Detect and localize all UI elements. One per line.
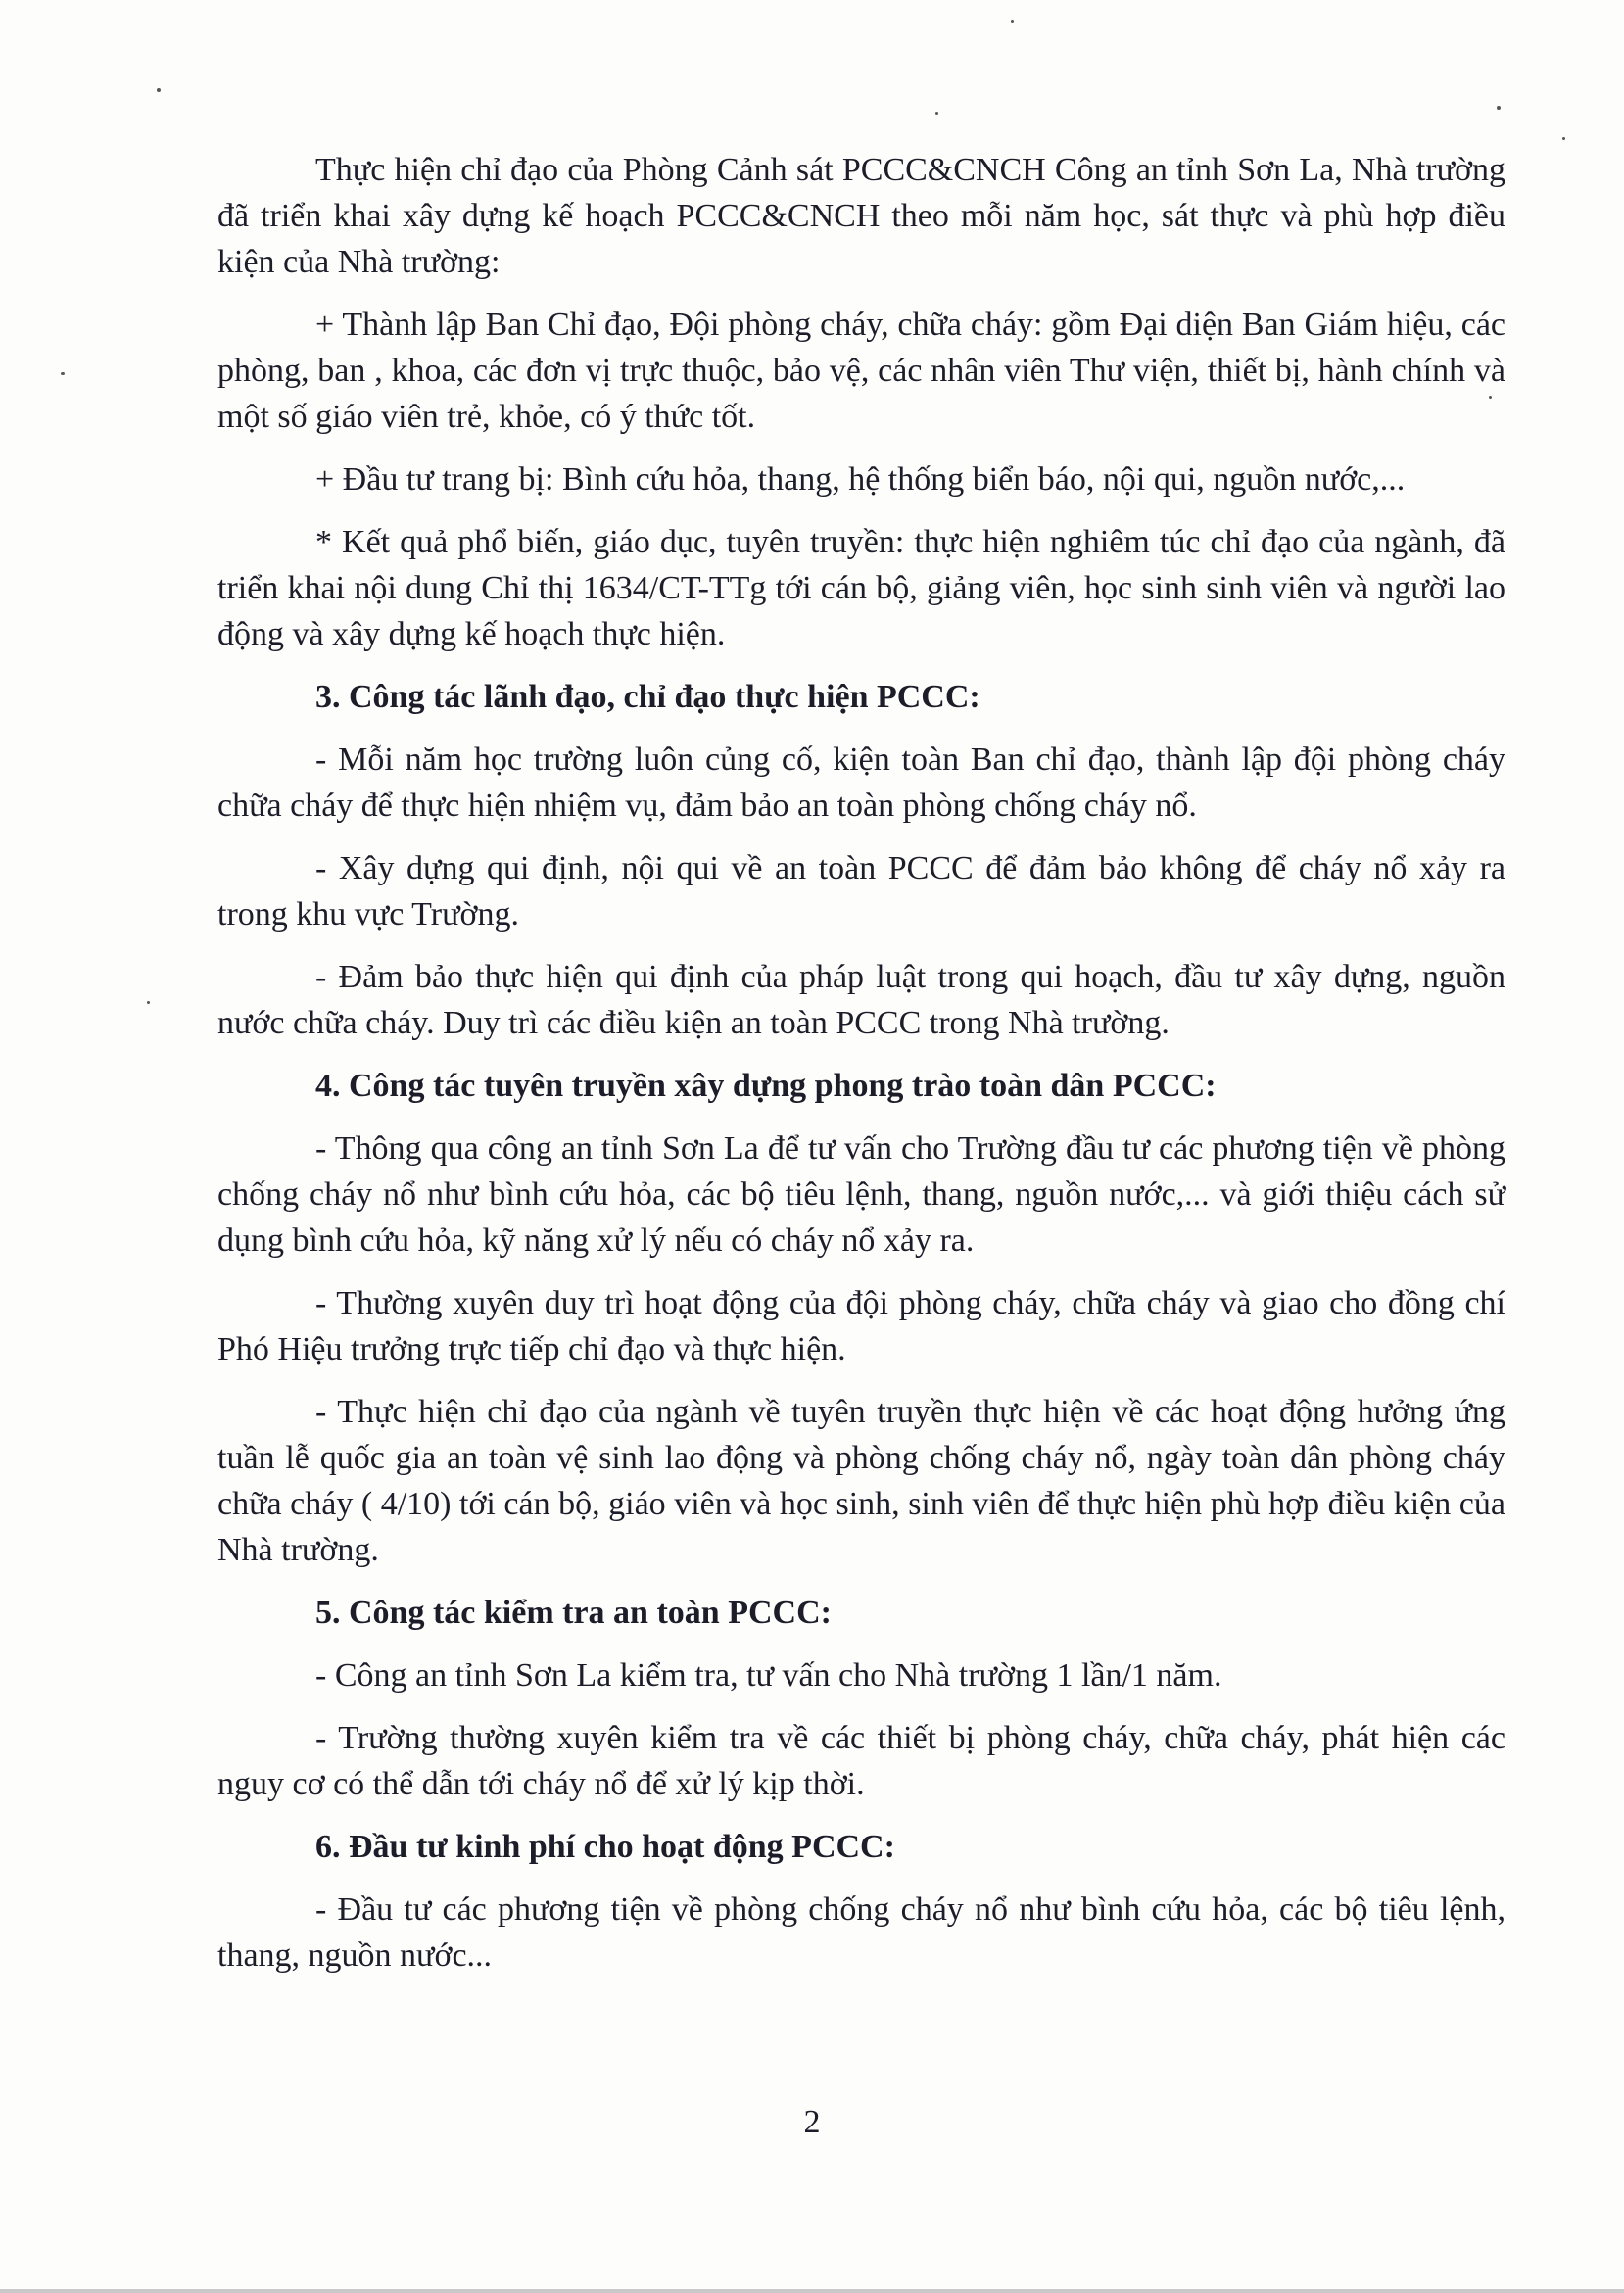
paragraph: - Xây dựng qui định, nội qui về an toàn PCCC để đảm bảo không để cháy nổ xảy ra trong khu vực Trường. <box>217 850 1505 932</box>
paragraph: - Công an tỉnh Sơn La kiểm tra, tư vấn cho Nhà trường 1 lần/1 năm. <box>315 1657 1222 1694</box>
scan-speck <box>1497 106 1501 110</box>
scan-speck <box>147 1001 150 1004</box>
paragraph: Thực hiện chỉ đạo của Phòng Cảnh sát PCCC&CNCH Công an tỉnh Sơn La, Nhà trường đã triển khai xây dựng kế hoạch PCCC&CNCH theo mỗi năm học, sát thực và phù hợp điều kiện của Nhà trường: <box>217 152 1505 280</box>
paragraph: - Thông qua công an tỉnh Sơn La để tư vấn cho Trường đầu tư các phương tiện về phòng chống cháy nổ như bình cứu hỏa, các bộ tiêu lệnh, thang, nguồn nước,... và giới thiệu cách sử dụng bình cứu hỏa, kỹ năng xử lý nếu có cháy nổ xảy ra. <box>217 1130 1505 1259</box>
section-heading: 5. Công tác kiểm tra an toàn PCCC: <box>315 1595 832 1631</box>
scan-speck <box>1489 396 1492 399</box>
page-number: 2 <box>803 2104 821 2140</box>
paragraph: - Trường thường xuyên kiểm tra về các thiết bị phòng cháy, chữa cháy, phát hiện các nguy cơ có thể dẫn tới cháy nổ để xử lý kịp thời. <box>217 1720 1505 1802</box>
paragraph: - Thường xuyên duy trì hoạt động của đội phòng cháy, chữa cháy và giao cho đồng chí Phó Hiệu trưởng trực tiếp chỉ đạo và thực hiện. <box>217 1285 1505 1367</box>
paragraph: + Đầu tư trang bị: Bình cứu hỏa, thang, hệ thống biển báo, nội qui, nguồn nước,... <box>315 461 1406 498</box>
section-heading: 6. Đầu tư kinh phí cho hoạt động PCCC: <box>315 1829 895 1865</box>
scan-speck <box>1011 20 1014 23</box>
scan-edge <box>0 2289 1624 2293</box>
scan-speck <box>1562 137 1565 140</box>
scan-speck <box>935 112 938 115</box>
section-heading: 3. Công tác lãnh đạo, chỉ đạo thực hiện PCCC: <box>315 679 980 715</box>
paragraph: - Đảm bảo thực hiện qui định của pháp luật trong qui hoạch, đầu tư xây dựng, nguồn nước chữa cháy. Duy trì các điều kiện an toàn PCCC trong Nhà trường. <box>217 959 1505 1041</box>
scan-speck <box>157 88 161 92</box>
paragraph: * Kết quả phổ biến, giáo dục, tuyên truyền: thực hiện nghiêm túc chỉ đạo của ngành, đã triển khai nội dung Chỉ thị 1634/CT-TTg tới cán bộ, giảng viên, học sinh sinh viên và người lao động và xây dựng kế hoạch thực hiện. <box>217 524 1505 652</box>
paragraph: - Thực hiện chỉ đạo của ngành về tuyên truyền thực hiện về các hoạt động hưởng ứng tuần lễ quốc gia an toàn vệ sinh lao động và phòng chống cháy nổ, ngày toàn dân phòng cháy chữa cháy ( 4/10) tới cán bộ, giáo viên và học sinh, sinh viên để thực hiện phù hợp điều kiện của Nhà trường. <box>217 1394 1505 1568</box>
document-body <box>217 147 1505 1995</box>
paragraph: - Mỗi năm học trường luôn củng cố, kiện toàn Ban chỉ đạo, thành lập đội phòng cháy chữa cháy để thực hiện nhiệm vụ, đảm bảo an toàn phòng chống cháy nổ. <box>217 741 1505 824</box>
section-heading: 4. Công tác tuyên truyền xây dựng phong trào toàn dân PCCC: <box>315 1068 1217 1104</box>
scan-speck <box>61 372 65 375</box>
paragraph: - Đầu tư các phương tiện về phòng chống cháy nổ như bình cứu hỏa, các bộ tiêu lệnh, thang, nguồn nước... <box>217 1891 1505 1974</box>
paragraph: + Thành lập Ban Chỉ đạo, Đội phòng cháy, chữa cháy: gồm Đại diện Ban Giám hiệu, các phòng, ban , khoa, các đơn vị trực thuộc, bảo vệ, các nhân viên Thư viện, thiết bị, hành chính và một số giáo viên trẻ, khỏe, có ý thức tốt. <box>217 307 1505 435</box>
